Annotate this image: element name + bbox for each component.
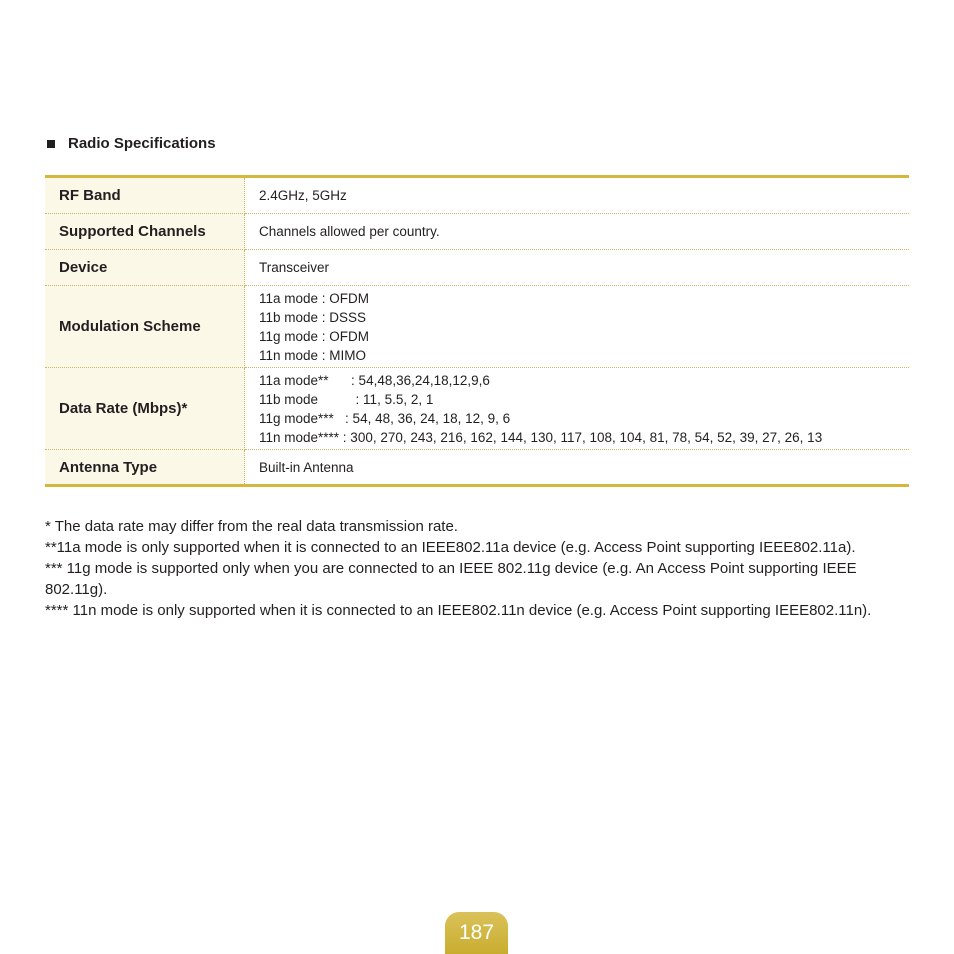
value-line: 11n mode**** : 300, 270, 243, 216, 162, 144, 130, 117, 108, 104, 81, 78, 54, 52, 39, 27, 26, 13 xyxy=(259,429,823,445)
page-number: 187 xyxy=(458,921,495,944)
radio-spec-table xyxy=(45,175,909,487)
row-label: Data Rate (Mbps)* xyxy=(45,368,245,450)
table-row xyxy=(45,368,909,450)
footnote: * The data rate may differ from the real data transmission rate. xyxy=(45,518,458,535)
value-line: 11b mode : 11, 5.5, 2, 1 xyxy=(259,391,434,407)
footnote: **11a mode is only supported when it is connected to an IEEE802.11a device (e.g. Access Point supporting IEEE802.11a). xyxy=(45,539,856,556)
square-bullet-icon xyxy=(47,140,55,148)
row-label: Modulation Scheme xyxy=(45,286,245,368)
section-heading xyxy=(47,135,216,152)
row-value xyxy=(245,450,910,486)
row-label: Device xyxy=(45,250,245,286)
row-value xyxy=(245,286,910,368)
page-number-tab xyxy=(445,912,508,954)
row-label: Antenna Type xyxy=(45,450,245,486)
value-line: 11n mode : MIMO xyxy=(259,347,367,363)
value-line: 11g mode*** : 54, 48, 36, 24, 18, 12, 9, 6 xyxy=(259,410,511,426)
row-value xyxy=(245,368,910,450)
value-line: 11a mode** : 54,48,36,24,18,12,9,6 xyxy=(259,372,490,388)
row-value xyxy=(245,214,910,250)
value-line: 11b mode : DSSS xyxy=(259,309,367,325)
value-line: 11a mode : OFDM xyxy=(259,290,370,306)
table-row xyxy=(45,286,909,368)
row-value xyxy=(245,177,910,214)
value-line: Built-in Antenna xyxy=(259,459,354,475)
footnote: **** 11n mode is only supported when it is connected to an IEEE802.11n device (e.g. Access Point supporting IEEE802.11n). xyxy=(45,602,872,619)
section-title: Radio Specifications xyxy=(68,135,216,152)
table-row xyxy=(45,214,909,250)
value-line: Channels allowed per country. xyxy=(259,224,440,239)
row-value xyxy=(245,250,910,286)
table-row xyxy=(45,177,909,214)
footnotes xyxy=(45,516,895,621)
table-row xyxy=(45,450,909,486)
footnote: *** 11g mode is supported only when you are connected to an IEEE 802.11g device (e.g. An Access Point supporting IEEE 802.11g). xyxy=(45,560,857,598)
value-line: 2.4GHz, 5GHz xyxy=(259,188,347,203)
row-label: RF Band xyxy=(45,177,245,214)
table-row xyxy=(45,250,909,286)
value-line: Transceiver xyxy=(259,260,330,275)
row-label: Supported Channels xyxy=(45,214,245,250)
value-line: 11g mode : OFDM xyxy=(259,328,370,344)
